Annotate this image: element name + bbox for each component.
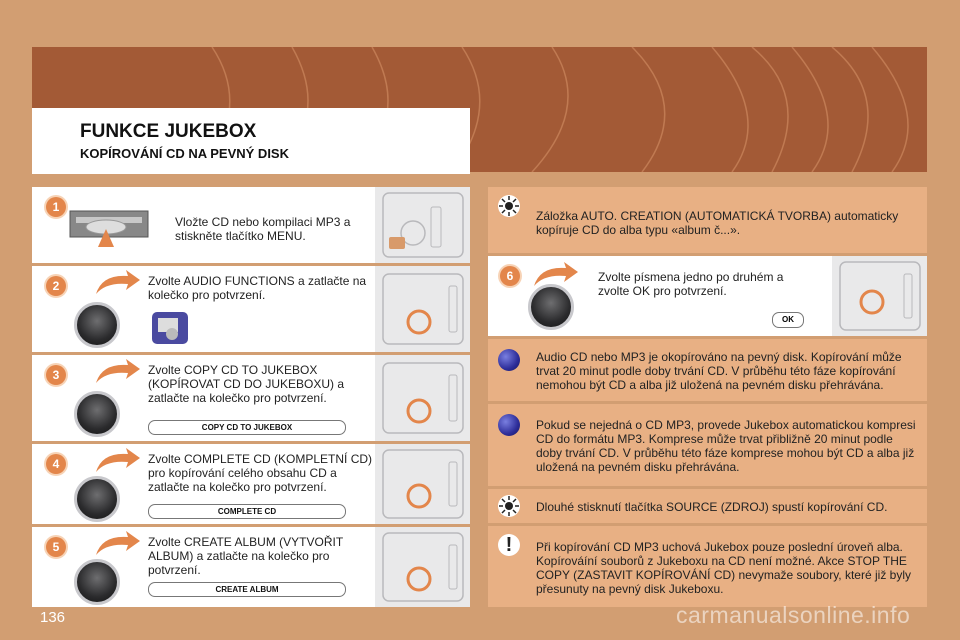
- knob-icon: [74, 391, 120, 437]
- watermark: carmanualsonline.info: [676, 602, 911, 628]
- radio-panel-icon: [375, 266, 470, 352]
- arrow-icon: [92, 529, 142, 559]
- step-3: [32, 355, 470, 441]
- info-copy-duration: [488, 339, 927, 401]
- create-album-button[interactable]: CREATE ALBUM: [148, 582, 346, 597]
- step-4-text: Zvolte COMPLETE CD (KOMPLETNÍ CD) pro kopírování celého obsahu CD a zatlačte na kolečko pro potvrzení.: [148, 452, 373, 494]
- step-1: [32, 187, 470, 263]
- step-2: [32, 266, 470, 352]
- sun-icon: [498, 195, 520, 217]
- arrow-icon: [92, 268, 142, 298]
- step-1-text: Vložte CD nebo kompilaci MP3 a stiskněte tlačítko MENU.: [175, 215, 351, 243]
- copy-cd-to-jukebox-button[interactable]: COPY CD TO JUKEBOX: [148, 420, 346, 435]
- ok-button[interactable]: OK: [772, 312, 804, 328]
- step-number-badge: 3: [46, 365, 66, 385]
- step-number-badge: 1: [46, 197, 66, 217]
- page-title: FUNKCE JUKEBOX: [80, 121, 257, 142]
- radio-panel-icon: [375, 444, 470, 524]
- step-number-badge: 6: [500, 266, 520, 286]
- arrow-icon: [92, 357, 142, 387]
- step-number-badge: 4: [46, 454, 66, 474]
- knob-icon: [74, 302, 120, 348]
- title-box: [32, 108, 470, 174]
- tip-source-button-text: Dlouhé stisknutí tlačítka SOURCE (ZDROJ) spustí kopírování CD.: [536, 500, 888, 514]
- page-number: 136: [40, 609, 66, 626]
- radio-panel-icon: [375, 187, 470, 263]
- step-number-badge: 2: [46, 276, 66, 296]
- radio-panel-icon: [375, 527, 470, 607]
- tip-auto-creation: [488, 187, 927, 253]
- step-4: [32, 444, 470, 524]
- step-6: [488, 256, 927, 336]
- globe-icon: [498, 349, 520, 371]
- step-2-text: Zvolte AUDIO FUNCTIONS a zatlačte na kolečko pro potvrzení.: [148, 274, 367, 302]
- step-5: [32, 527, 470, 607]
- step-6-text: Zvolte písmena jedno po druhém a zvolte OK pro potvrzení.: [598, 270, 784, 298]
- complete-cd-button[interactable]: COMPLETE CD: [148, 504, 346, 519]
- tip-auto-creation-text: Záložka AUTO. CREATION (AUTOMATICKÁ TVORBA) automaticky kopíruje CD do alba typu «album č...».: [536, 209, 899, 237]
- cd-player-icon: [68, 207, 150, 251]
- sun-icon: [498, 495, 520, 517]
- warning-text: Při kopírování CD MP3 uchová Jukebox pouze poslední úroveň alba. Kopírováíní souborů z Jukeboxu na CD není možné. Akce STOP THE COPY (ZASTAVIT KOPÍROVÁNÍ CD) nevymaže soubory, které již byly přesunuty na pevný disk Jukeboxu.: [536, 540, 911, 596]
- page-subtitle: KOPÍROVÁNÍ CD NA PEVNÝ DISK: [80, 146, 289, 161]
- exclamation-icon: !: [498, 534, 520, 556]
- knob-icon: [528, 284, 574, 330]
- info-compression: [488, 404, 927, 486]
- step-number-badge: 5: [46, 537, 66, 557]
- radio-panel-icon: [832, 256, 927, 336]
- radio-panel-icon: [375, 355, 470, 441]
- info-compression-text: Pokud se nejedná o CD MP3, provede Jukebox automatickou kompresi CD do formátu MP3. Komprese může trvat přibližně 20 minut podle doby trvání CD. V průběhu této fáze komprese mohou být CD a alba již uložená na pevném disku přehrávána.: [536, 418, 916, 474]
- usb-jukebox-icon: [150, 310, 190, 346]
- arrow-icon: [92, 446, 142, 476]
- step-3-text: Zvolte COPY CD TO JUKEBOX (KOPÍROVAT CD DO JUKEBOXU) a zatlačte na kolečko pro potvrzení.: [148, 363, 345, 405]
- knob-icon: [74, 476, 120, 522]
- knob-icon: [74, 559, 120, 605]
- tip-source-button: [488, 489, 927, 523]
- globe-icon: [498, 414, 520, 436]
- step-5-text: Zvolte CREATE ALBUM (VYTVOŘIT ALBUM) a zatlačte na kolečko pro potvrzení.: [148, 535, 343, 577]
- info-copy-duration-text: Audio CD nebo MP3 je okopírováno na pevný disk. Kopírování může trvat 20 minut podle doby trvání CD. V průběhu této fáze kopírování nemohou být CD a alba již uložená na pevném disku přehrávána.: [536, 350, 902, 392]
- warning-box: [488, 526, 927, 607]
